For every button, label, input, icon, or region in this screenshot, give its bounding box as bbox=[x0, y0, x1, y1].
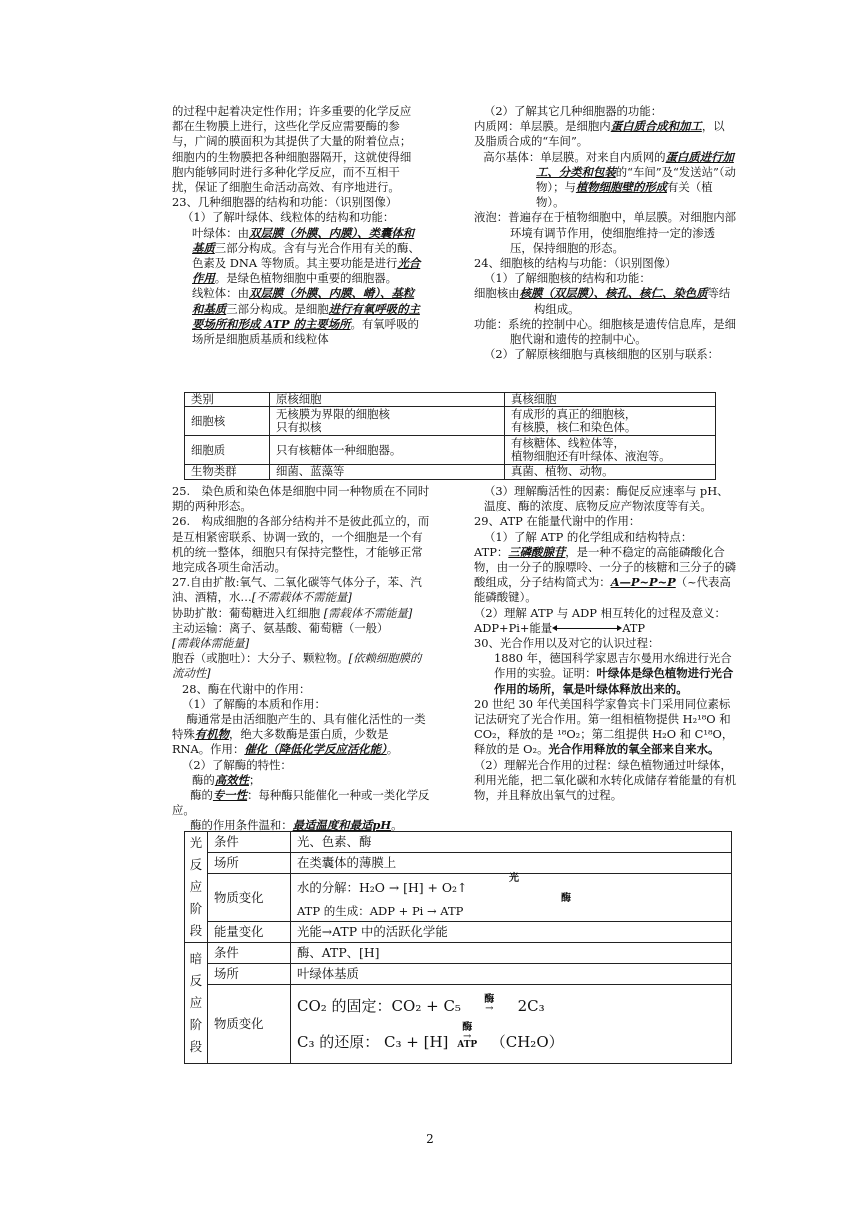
table-cell: 只有核糖体一种细胞器。 bbox=[270, 436, 505, 465]
table-cell: 光能→ATP 中的活跃化学能 bbox=[291, 922, 732, 943]
conditions-line: 酶的作用条件温和：最适温度和最适pH。 bbox=[190, 818, 403, 833]
atp-paragraph: ATP：三磷酸腺苷，是一种不稳定的高能磷酸化合物，由一分子的腺嘌呤、一分子的核糖和三分子的磷酸组成，分子结构简式为：A—P~P~P（~代表高能磷酸键）。 bbox=[474, 544, 736, 605]
header-cell: 原核细胞 bbox=[270, 393, 505, 407]
right-column-upper bbox=[474, 104, 736, 362]
page-number: 2 bbox=[426, 1132, 434, 1146]
table-cell: 在类囊体的薄膜上 bbox=[291, 853, 732, 874]
table-row bbox=[185, 985, 732, 1064]
sub-28-3: （3）理解酶活性的因素：酶促反应速率与 pH、温度、酶的浓度、底物反应产物浓度等有关。 bbox=[484, 484, 729, 514]
table-row bbox=[185, 832, 732, 853]
table-cell: 细菌、蓝藻等 bbox=[270, 465, 505, 479]
heading-28: 28、酶在代谢中的作用： bbox=[182, 681, 311, 696]
sub-23-1: （1）了解叶绿体、线粒体的结构和功能： bbox=[182, 210, 395, 225]
right-column-lower bbox=[474, 484, 736, 803]
table-cell bbox=[291, 985, 732, 1064]
paragraph-26: 26. 构成细胞的各部分结构并不是彼此孤立的，而是互相紧密联系、协调一致的，一个细胞是一个有机的统一整体，细胞只有保持完整性，才能够正常地完成各项生命活动。 bbox=[172, 514, 430, 575]
table-header-row bbox=[185, 393, 716, 407]
row-label: 场所 bbox=[208, 853, 291, 874]
table-cell: 真菌、植物、动物。 bbox=[505, 465, 716, 479]
ruben-kamen-paragraph: 20 世纪 30 年代美国科学家鲁宾卡门采用同位素标记法研究了光合作用。第一组相植物提供 H₂¹⁸O 和 CO₂，释放的是 ¹⁸O₂；第二组提供 H₂O 和 C¹⁸O，释放的是 O₂。光合作用释放的氧全部来自来水。 bbox=[474, 696, 734, 757]
golgi-paragraph: 高尔基体：单层膜。对来自内质网的蛋白质进行加工、分类和包装的“车间”及“发送站”（动物）；与植物细胞壁的形成有关（植物）。 bbox=[483, 149, 736, 210]
table-row bbox=[185, 964, 732, 985]
table-cell: 光、色素、酶 bbox=[291, 832, 732, 853]
vacuole-paragraph: 液泡：普遍存在于植物细胞中，单层膜。对细胞内部环境有调节作用，使细胞维持一定的渗透压，保持细胞的形态。 bbox=[474, 210, 736, 255]
heading-29: 29、ATP 在能量代谢中的作用： bbox=[474, 514, 641, 529]
header-cell: 类别 bbox=[185, 393, 270, 407]
row-label: 物质变化 bbox=[208, 874, 291, 922]
sub-28-1: （1）了解酶的本质和作用： bbox=[182, 696, 326, 711]
nucleus-function: 功能：系统的控制中心。细胞核是遗传信息库，是细胞代谢和遗传的控制中心。 bbox=[474, 316, 736, 347]
heading-30: 30、光合作用以及对它的认识过程： bbox=[474, 636, 660, 651]
table-cell: 叶绿体基质 bbox=[291, 964, 732, 985]
er-paragraph: 内质网：单层膜。是细胞内蛋白质合成和加工，以及脂质合成的“车间”。 bbox=[474, 119, 725, 149]
enzyme-atp-arrow-icon: 酶 → ATP bbox=[457, 1022, 478, 1050]
sub-29-1: （1）了解 ATP 的化学组成和结构特点： bbox=[484, 529, 693, 544]
row-label: 条件 bbox=[208, 832, 291, 853]
row-label: 细胞质 bbox=[185, 436, 270, 465]
table-cell: 水的分解：H₂O → [H] + O₂↑ 光 bbox=[291, 874, 732, 902]
reversible-arrow-icon bbox=[552, 625, 622, 633]
table-row bbox=[185, 922, 732, 943]
table-row bbox=[185, 853, 732, 874]
table-cell: 酶、ATP、[H] bbox=[291, 943, 732, 964]
chloroplast-paragraph: 叶绿体：由双层膜（外膜、内膜）、类囊体和基质三部分构成。含有与光合作用有关的酶、色素及 DNA 等物质。其主要功能是进行光合作用。是绿色植物细胞中重要的细胞器。 bbox=[192, 225, 421, 286]
table-cell: 无核膜为界限的细胞核 只有拟核 bbox=[270, 407, 505, 436]
specificity-line: 酶的专一性：每种酶只能催化一种或一类化学反应。 bbox=[172, 788, 430, 818]
paragraph-27: 27.自由扩散:氧气、二氧化碳等气体分子，苯、汽油、酒精，水…[不需载体不需能量] 协助扩散：葡萄糖进入红细胞 [需载体不需能量] 主动运输：离子、氨基酸、葡萄糖（一般） [需载体需能量] 胞吞（或胞吐）：大分子、颗粒物。[依赖细胞膜的流动性] bbox=[172, 575, 422, 681]
row-label: 条件 bbox=[208, 943, 291, 964]
membrane-paragraph: 的过程中起着决定性作用；许多重要的化学反应都在生物膜上进行，这些化学反应需要酶的参与，广阔的膜面积为其提供了大量的附着位点；细胞内的生物膜把各种细胞器隔开，这就使得细胞内能够同时进行多种化学反应，而不互相干扰，保证了细胞生命活动高效、有序地进行。 bbox=[172, 104, 412, 195]
table-cell: 有成形的真正的细胞核， 有核膜，核仁和染色体。 bbox=[505, 407, 716, 436]
left-column-upper bbox=[172, 104, 422, 347]
mitochondria-paragraph: 线粒体：由双层膜（外膜、内膜、嵴）、基粒和基质三部分构成。是细胞进行有氧呼吸的主要场所和形成 ATP 的主要场所。有氧呼吸的场所是细胞质基质和线粒体 bbox=[192, 286, 420, 347]
sub-24-2: （2）了解原核细胞与真核细胞的区别与联系： bbox=[484, 347, 720, 362]
row-label: 能量变化 bbox=[208, 922, 291, 943]
nucleus-structure: 细胞核由核膜（双层膜）、核孔、核仁、染色质等结构组成。 bbox=[474, 286, 731, 316]
table-row bbox=[185, 874, 732, 902]
heading-23: 23、几种细胞器的结构和功能：（识别图像） bbox=[172, 195, 398, 210]
efficiency-line: 酶的高效性； bbox=[192, 772, 261, 787]
sub-23-2: （2）了解其它几种细胞器的功能： bbox=[484, 104, 663, 118]
left-column-lower bbox=[172, 484, 430, 834]
table-row bbox=[185, 436, 716, 465]
heading-24: 24、细胞核的结构与功能：（识别图像） bbox=[474, 256, 677, 271]
co2-fixation: CO₂ 的固定：CO₂ + C₅ 酶 → 2C₃ bbox=[297, 994, 545, 1015]
enzyme-arrow-icon: 酶 → bbox=[484, 994, 495, 1014]
table-row bbox=[185, 465, 716, 479]
atp-adp-equation: ADP+Pi+能量 ATP bbox=[474, 620, 646, 635]
sub-28-2: （2）了解酶的特性： bbox=[182, 757, 292, 772]
header-cell: 真核细胞 bbox=[505, 393, 716, 407]
sub-24-1: （1）了解细胞核的结构和功能： bbox=[484, 271, 651, 286]
photosynthesis-table bbox=[184, 831, 732, 1064]
row-label: 物质变化 bbox=[208, 985, 291, 1064]
cell-comparison-table bbox=[184, 392, 716, 480]
row-label: 生物类群 bbox=[185, 465, 270, 479]
light-stage-label: 光 反 应 阶 段 bbox=[185, 832, 208, 943]
table-cell: 有核糖体、线粒体等， 植物细胞还有叶绿体、液泡等。 bbox=[505, 436, 716, 465]
c3-reduction: C₃ 的还原： C₃ + [H] 酶 → ATP （CH₂O） bbox=[297, 1022, 564, 1051]
enzyme-paragraph: 酶通常是由活细胞产生的、具有催化活性的一类特殊有机物，绝大多数酶是蛋白质，少数是 RNA。作用：催化（降低化学反应活化能）。 bbox=[172, 712, 426, 757]
row-label: 细胞核 bbox=[185, 407, 270, 436]
dark-stage-label: 暗 反 应 阶 段 bbox=[185, 943, 208, 1064]
row-label: 场所 bbox=[208, 964, 291, 985]
paragraph-25: 25. 染色质和染色体是细胞中同一种物质在不同时期的两种形态。 bbox=[172, 484, 430, 514]
table-row bbox=[185, 943, 732, 964]
sub-30-2: （2）理解光合作用的过程：绿色植物通过叶绿体，利用光能，把二氧化碳和水转化成储存着能量的有机物，并且释放出氧气的过程。 bbox=[474, 757, 736, 803]
sub-29-2: （2）理解 ATP 与 ADP 相互转化的过程及意义： bbox=[474, 605, 726, 620]
table-row bbox=[185, 407, 716, 436]
table-cell: ATP 的生成：ADP + Pi → ATP 酶 bbox=[291, 901, 732, 922]
engelmann-paragraph: 1880 年，德国科学家恩吉尔曼用水绵进行光合作用的实验。证明：叶绿体是绿色植物进行光合作用的场所，氧是叶绿体释放出来的。 bbox=[494, 651, 734, 696]
